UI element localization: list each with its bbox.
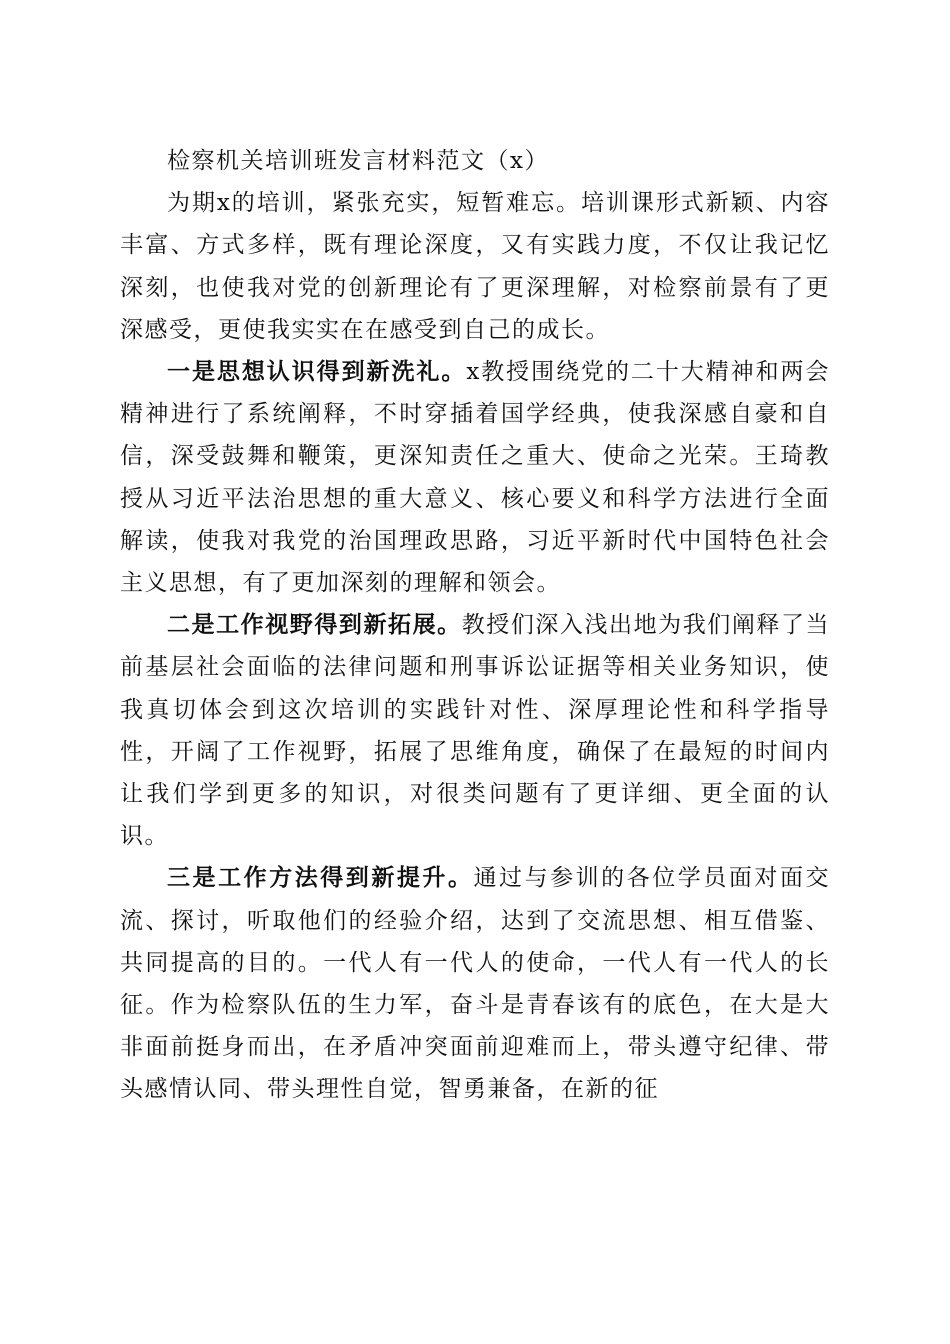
document-body <box>120 140 830 1111</box>
intro-paragraph: 为期x的培训，紧张充实，短暂难忘。培训课形式新颖、内容丰富、方式多样，既有理论深度，又有实践力度，不仅让我记忆深刻，也使我对党的创新理论有了更深理解，对检察前景有了更深感受，更使我实实在在感受到自己的成长。 <box>120 190 830 343</box>
section-heading-3: 三是工作方法得到新提升。 <box>167 864 474 892</box>
section-heading-2: 二是工作视野得到新拓展。 <box>167 611 462 639</box>
section-text-3: 通过与参训的各位学员面对面交流、探讨，听取他们的经验介绍，达到了交流思想、相互借鉴、共同提高的目的。一代人有一代人的使命，一代人有一代人的长征。作为检察队伍的生力军，奋斗是青春该有的底色，在大是大非面前挺身而出，在矛盾冲突面前迎难而上，带头遵守纪律、带头感情认同、带头理性自觉，智勇兼备，在新的征 <box>120 865 831 1103</box>
document-title: 检察机关培训班发言材料范文（x） <box>167 148 549 174</box>
section-text-1: x教授围绕党的二十大精神和两会精神进行了系统阐释，不时穿插着国学经典，使我深感自豪和自信，深受鼓舞和鞭策，更深知责任之重大、使命之光荣。王琦教授从习近平法治思想的重大意义、核心要义和科学方法进行全面解读，使我对我党的治国理政思路，习近平新时代中国特色社会主义思想，有了更加深刻的理解和领会。 <box>120 359 831 597</box>
section-text-2: 教授们深入浅出地为我们阐释了当前基层社会面临的法律问题和刑事诉讼证据等相关业务知识，使我真切体会到这次培训的实践针对性、深厚理论性和科学指导性，开阔了工作视野，拓展了思维角度，确保了在最短的时间内让我们学到更多的知识，对很类问题有了更详细、更全面的认识。 <box>120 612 831 850</box>
section-paragraph-3 <box>120 857 830 1110</box>
section-paragraph-2 <box>120 604 830 857</box>
section-heading-1: 一是思想认识得到新洗礼。 <box>167 358 467 386</box>
section-paragraph-1 <box>120 351 830 604</box>
